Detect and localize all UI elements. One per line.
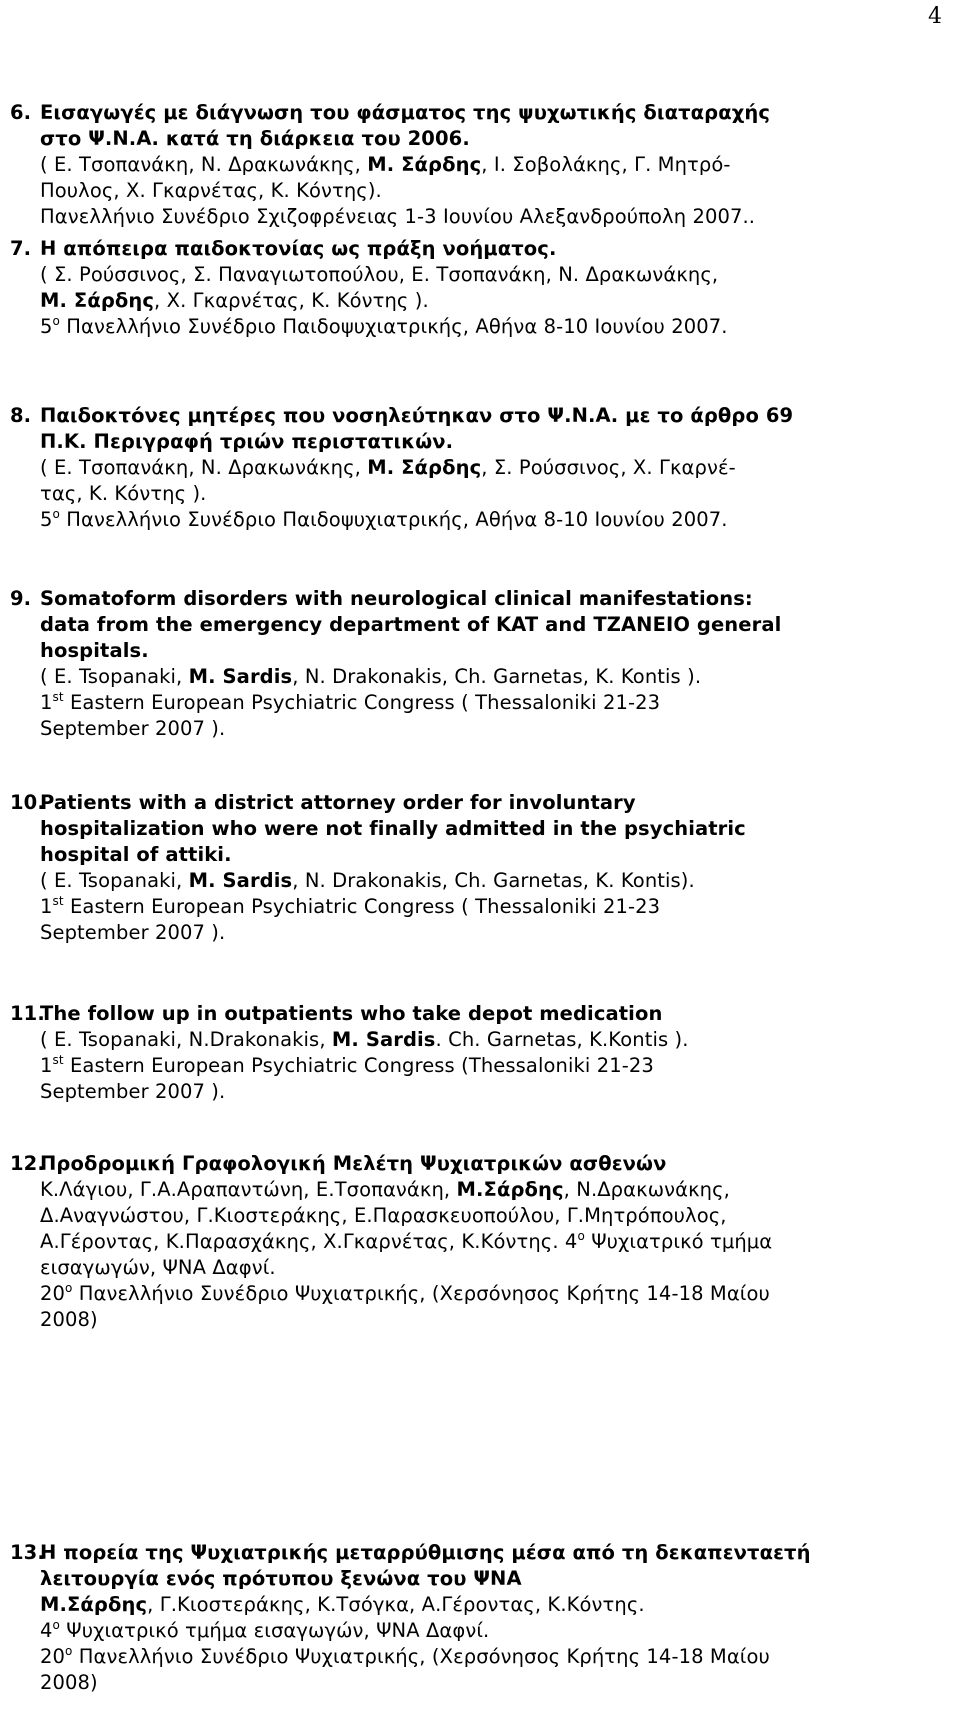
page-number: 4 <box>928 4 942 29</box>
entry-title-line: hospital of attiki. <box>40 843 232 866</box>
entry-number: 10. <box>10 791 45 814</box>
entry-authors: Κ.Λάγιου, Γ.Α.Αραπαντώνη, Ε.Τσοπανάκη, Μ.Σάρδης, Ν.Δρακωνάκης, <box>40 1178 730 1201</box>
entry-title-line: στο Ψ.Ν.Α. κατά τη διάρκεια του 2006. <box>40 127 470 150</box>
entry-number: 6. <box>10 101 32 124</box>
highlighted-author: Μ.Σάρδης <box>456 1178 564 1201</box>
entry-title-line: Π.Κ. Περιγραφή τριών περιστατικών. <box>40 430 454 453</box>
entry-authors-continued: Μ. Σάρδης, Χ. Γκαρνέτας, Κ. Κόντης ). <box>40 289 429 312</box>
entry-venue-continued: 2008) <box>40 1308 98 1331</box>
entry-authors: ( E. Tsopanaki, M. Sardis, N. Drakonakis, Ch. Garnetas, K. Kontis ). <box>40 665 702 688</box>
entry-venue: $20^o$ Πανελλήνιο Συνέδριο Ψυχιατρικής, (Χερσόνησος Κρήτης 14-18 Μαίου <box>40 1281 770 1305</box>
entry-venue-continued: September 2007 ). <box>40 717 226 740</box>
entry-title-line: λειτουργία ενός πρότυπου ξενώνα του ΨΝΑ <box>40 1567 522 1590</box>
entry-authors: ( Ε. Τσοπανάκη, Ν. Δρακωνάκης, Μ. Σάρδης, Σ. Ρούσσινος, Χ. Γκαρνέ- <box>40 456 736 479</box>
entry-title-line: Patients with a district attorney order for involuntary <box>40 791 636 814</box>
entry-authors: ( Ε. Τσοπανάκη, Ν. Δρακωνάκης, Μ. Σάρδης, Ι. Σοβολάκης, Γ. Μητρό- <box>40 153 731 176</box>
entry-authors: Μ.Σάρδης, Γ.Κιοστεράκης, Κ.Τσόγκα, Α.Γέροντας, Κ.Κόντης. <box>40 1593 645 1616</box>
entry-authors-continued: Πουλος, Χ. Γκαρνέτας, Κ. Κόντης). <box>40 179 382 202</box>
entry-title-line: Προδρομική Γραφολογική Μελέτη Ψυχιατρικών ασθενών <box>40 1152 667 1175</box>
entry-authors-continued: $4^o$ Ψυχιατρικό τμήμα εισαγωγών, ΨΝΑ Δαφνί. <box>40 1618 490 1642</box>
highlighted-author: M. Sardis <box>188 869 293 892</box>
entry-number: 13. <box>10 1541 45 1564</box>
entry-number: 11. <box>10 1002 45 1025</box>
entry-title-line: The follow up in outpatients who take depot medication <box>40 1002 663 1025</box>
entry-authors: ( E. Tsopanaki, N.Drakonakis, M. Sardis. Ch. Garnetas, K.Kontis ). <box>40 1028 689 1051</box>
entry-authors: ( Σ. Ρούσσινος, Σ. Παναγιωτοπούλου, Ε. Τσοπανάκη, Ν. Δρακωνάκης, <box>40 263 719 286</box>
entry-venue: $5^o$ Πανελλήνιο Συνέδριο Παιδοψυχιατρικής, Αθήνα 8-10 Ιουνίου 2007. <box>40 507 728 531</box>
entry-venue: Πανελλήνιο Συνέδριο Σχιζοφρένειας 1-3 Ιουνίου Αλεξανδρούπολη 2007.. <box>40 205 756 228</box>
entry-venue: 1st Eastern European Psychiatric Congress ( Thessaloniki 21-23 <box>40 690 661 714</box>
entry-title-line: data from the emergency department of KAT and TZANEIO general <box>40 613 782 636</box>
entry-authors-continued: Δ.Αναγνώστου, Γ.Κιοστεράκης, Ε.Παρασκευοπούλου, Γ.Μητρόπουλος, <box>40 1204 727 1227</box>
entry-title-line: Η απόπειρα παιδοκτονίας ως πράξη νοήματος. <box>40 237 557 260</box>
highlighted-author: M. Sardis <box>331 1028 436 1051</box>
entry-venue-continued: September 2007 ). <box>40 1080 226 1103</box>
highlighted-author: Μ. Σάρδης <box>40 289 155 312</box>
entry-venue: $20^o$ Πανελλήνιο Συνέδριο Ψυχιατρικής, (Χερσόνησος Κρήτης 14-18 Μαίου <box>40 1644 770 1668</box>
highlighted-author: Μ.Σάρδης <box>40 1593 148 1616</box>
highlighted-author: M. Sardis <box>188 665 293 688</box>
entry-authors-continued: Α.Γέροντας, Κ.Παρασχάκης, Χ.Γκαρνέτας, Κ.Κόντης. $4^o$ Ψυχιατρικό τμήμα <box>40 1229 773 1253</box>
highlighted-author: Μ. Σάρδης <box>367 153 482 176</box>
highlighted-author: Μ. Σάρδης <box>367 456 482 479</box>
entry-title-line: Somatoform disorders with neurological clinical manifestations: <box>40 587 753 610</box>
entry-title-line: hospitals. <box>40 639 149 662</box>
entry-number: 9. <box>10 587 32 610</box>
entry-venue-continued: 2008) <box>40 1671 98 1694</box>
entry-number: 7. <box>10 237 32 260</box>
entry-authors: ( E. Tsopanaki, M. Sardis, N. Drakonakis, Ch. Garnetas, K. Kontis). <box>40 869 695 892</box>
entry-title-line: Παιδοκτόνες μητέρες που νοσηλεύτηκαν στο Ψ.Ν.Α. με το άρθρο 69 <box>40 404 794 427</box>
entry-number: 8. <box>10 404 32 427</box>
entry-authors-continued: τας, Κ. Κόντης ). <box>40 482 207 505</box>
entry-authors-continued: εισαγωγών, ΨΝΑ Δαφνί. <box>40 1256 276 1279</box>
entry-venue-continued: September 2007 ). <box>40 921 226 944</box>
entry-venue: 1st Eastern European Psychiatric Congress ( Thessaloniki 21-23 <box>40 894 661 918</box>
entry-title-line: Η πορεία της Ψυχιατρικής μεταρρύθμισης μέσα από τη δεκαπενταετή <box>40 1541 811 1564</box>
entry-venue: 1st Eastern European Psychiatric Congress (Thessaloniki 21-23 <box>40 1053 654 1077</box>
entry-title-line: Εισαγωγές με διάγνωση του φάσματος της ψυχωτικής διαταραχής <box>40 101 771 124</box>
entry-venue: $5^o$ Πανελλήνιο Συνέδριο Παιδοψυχιατρικής, Αθήνα 8-10 Ιουνίου 2007. <box>40 314 728 338</box>
entry-title-line: hospitalization who were not finally admitted in the psychiatric <box>40 817 746 840</box>
entry-number: 12. <box>10 1152 45 1175</box>
